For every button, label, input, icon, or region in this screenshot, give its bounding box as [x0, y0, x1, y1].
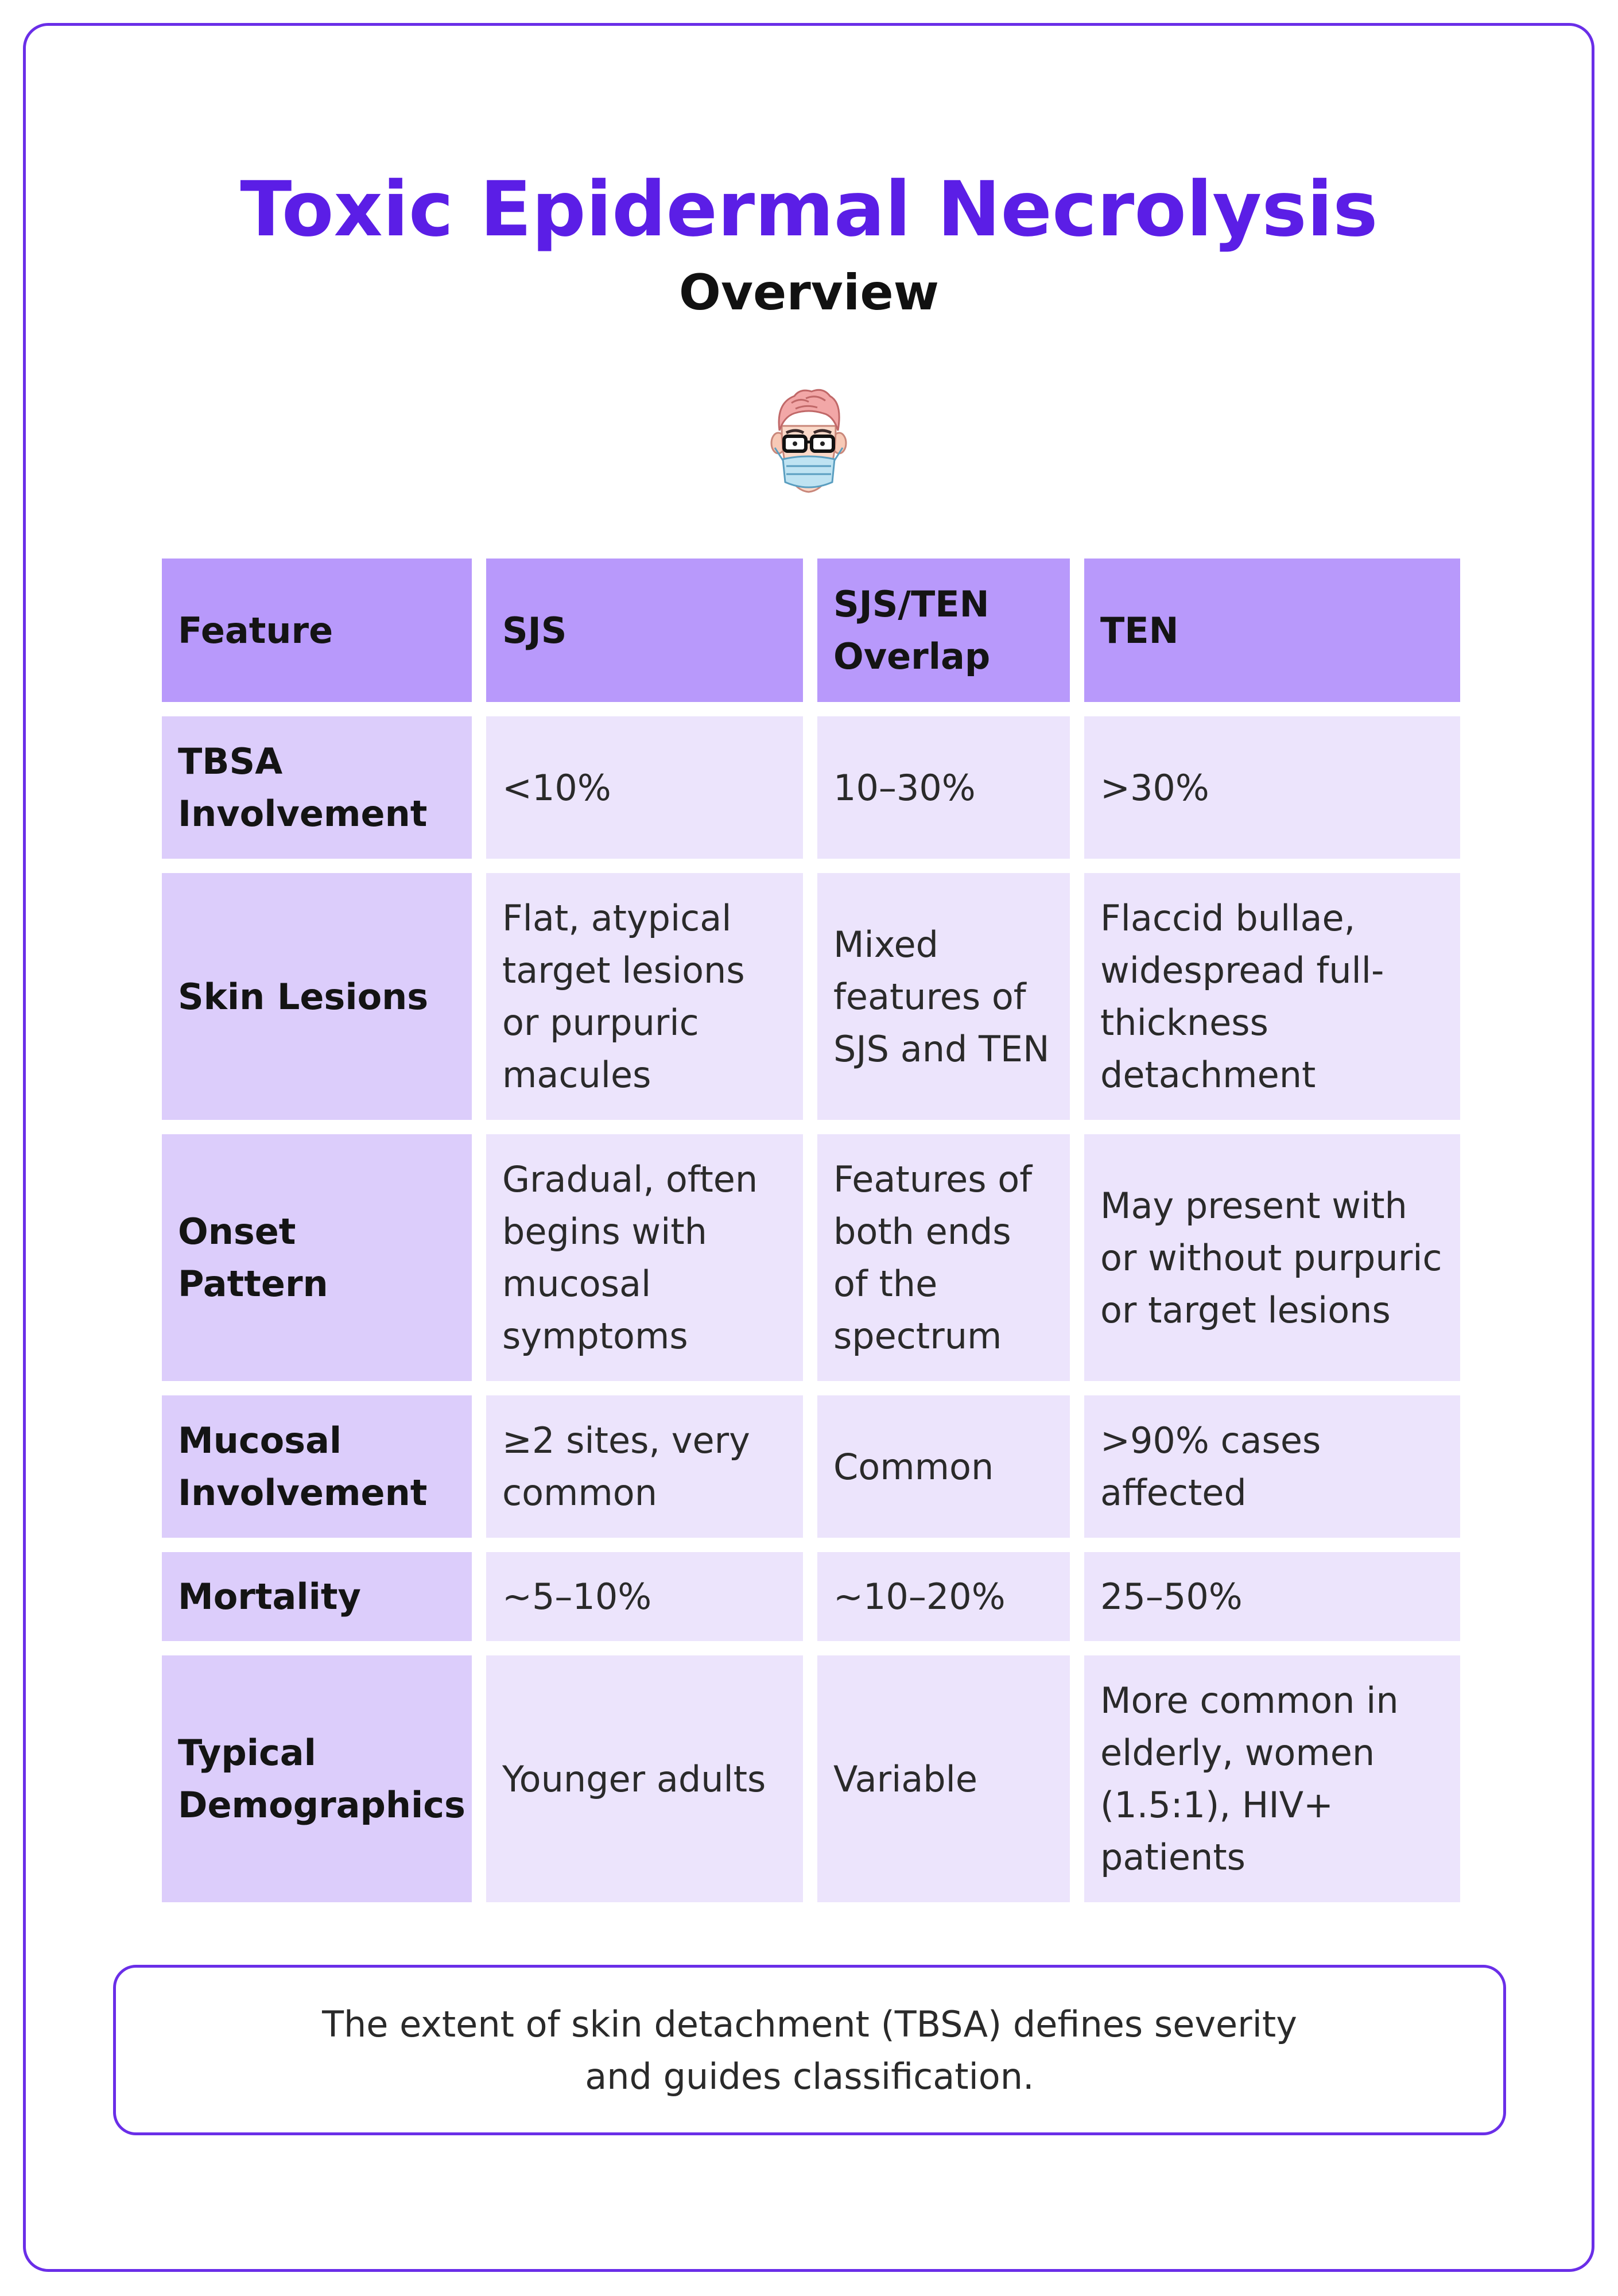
table-cell: 25–50%: [1084, 1552, 1460, 1641]
table-cell: Gradual, often begins with mucosal symptoms: [486, 1134, 803, 1381]
table-header-feature: Feature: [162, 559, 472, 702]
table-row-label: Onset Pattern: [162, 1134, 472, 1381]
table-row-label: Skin Lesions: [162, 873, 472, 1120]
table-header-ten: TEN: [1084, 559, 1460, 702]
table-cell: Flat, atypical target lesions or purpuric macules: [486, 873, 803, 1120]
table-cell: Variable: [817, 1655, 1070, 1902]
table-cell: >30%: [1084, 716, 1460, 859]
table-cell: May present with or without purpuric or target lesions: [1084, 1134, 1460, 1381]
page-subtitle: Overview: [678, 264, 940, 321]
table-row-label: Mortality: [162, 1552, 472, 1641]
table-cell: Mixed features of SJS and TEN: [817, 873, 1070, 1120]
table-cell: ≥2 sites, very common: [486, 1395, 803, 1538]
table-cell: ~10–20%: [817, 1552, 1070, 1641]
table-row-label: Mucosal Involvement: [162, 1395, 472, 1538]
table-row-label: Typical Demographics: [162, 1655, 472, 1902]
table-header-sjs: SJS: [486, 559, 803, 702]
table-cell: <10%: [486, 716, 803, 859]
summary-note: [113, 1965, 1506, 2135]
page-title: Toxic Epidermal Necrolysis: [240, 165, 1378, 254]
table-cell: More common in elderly, women (1.5:1), HIV+ patients: [1084, 1655, 1460, 1902]
table-cell: Flaccid bullae, widespread full-thickness detachment: [1084, 873, 1460, 1120]
table-cell: >90% cases affected: [1084, 1395, 1460, 1538]
summary-note-text: The extent of skin detachment (TBSA) defines severity and guides classification.: [322, 2003, 1297, 2097]
table-cell: 10–30%: [817, 716, 1070, 859]
table-row-label: TBSA Involvement: [162, 716, 472, 859]
table-cell: Common: [817, 1395, 1070, 1538]
table-cell: ~5–10%: [486, 1552, 803, 1641]
table-cell: Younger adults: [486, 1655, 803, 1902]
comparison-table: [162, 559, 1460, 1902]
table-cell: Features of both ends of the spectrum: [817, 1134, 1070, 1381]
doctor-mascot-icon: [766, 386, 852, 501]
table-header-overlap: SJS/TEN Overlap: [817, 559, 1070, 702]
